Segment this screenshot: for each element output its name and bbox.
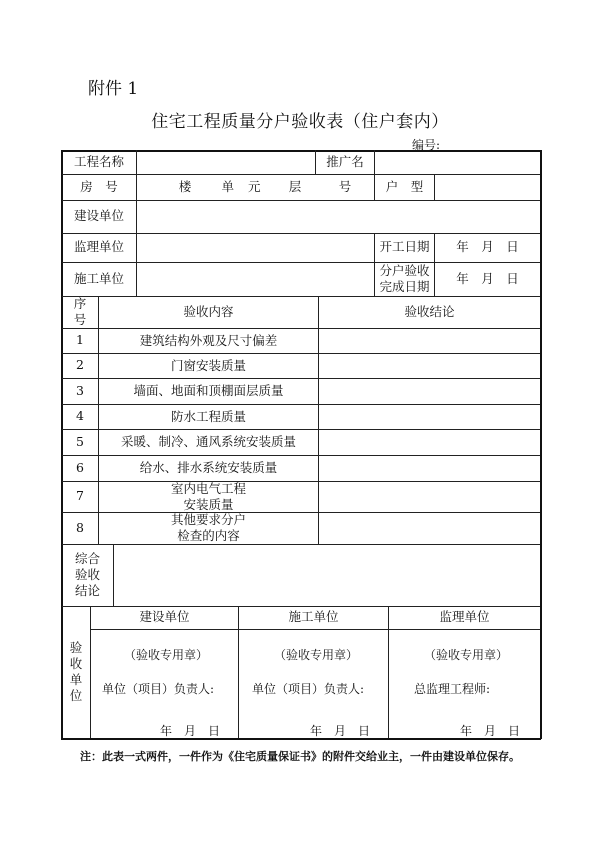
- constructor-seal-label: （验收专用章）: [274, 648, 359, 662]
- household-type-label: 户 型: [385, 178, 424, 194]
- constructor-person-label: 单位（项目）负责人:: [252, 682, 365, 696]
- promo-name-label: 推广名: [326, 153, 364, 169]
- row-conclusion-field[interactable]: [319, 482, 540, 512]
- constructor-date-label: 年 月 日: [310, 724, 371, 738]
- row-conclusion-field[interactable]: [319, 513, 540, 544]
- row-content: 防水工程质量: [170, 408, 246, 424]
- row-conclusion-field[interactable]: [319, 405, 540, 429]
- row-number: 6: [76, 459, 84, 475]
- form-title: 住宅工程质量分户验收表（住户套内）: [151, 112, 449, 132]
- supervisor-seal-label: （验收专用章）: [424, 648, 509, 662]
- row-number: 5: [76, 433, 84, 449]
- row-conclusion-field[interactable]: [319, 430, 540, 455]
- content-header: 验收内容: [183, 303, 234, 319]
- supervisor-person-label: 总监理工程师:: [414, 682, 491, 696]
- row-content: 采暖、制冷、通风系统安装质量: [120, 434, 296, 449]
- row-number: 3: [76, 382, 84, 398]
- row-number: 8: [76, 519, 84, 535]
- room-number-label: 房 号: [80, 178, 118, 194]
- row-content: 建筑结构外观及尺寸偏差: [139, 332, 278, 348]
- constructor-column-header: 施工单位: [288, 609, 339, 625]
- supervisor-date-label: 年 月 日: [460, 724, 521, 738]
- row-number: 2: [76, 357, 84, 373]
- row-number: 7: [76, 488, 84, 504]
- supervisor-label: 监理单位: [73, 239, 124, 255]
- project-name-label: 工程名称: [73, 153, 124, 169]
- row-content: 其他要求分户 检查的内容: [170, 512, 246, 543]
- accept-units-label: 验 收 单 位: [69, 640, 83, 703]
- builder-seal-label: （验收专用章）: [124, 648, 209, 662]
- project-name-field[interactable]: [137, 151, 315, 174]
- builder-field[interactable]: [137, 201, 540, 233]
- row-content: 给水、排水系统安装质量: [139, 460, 278, 475]
- floor-label: 层: [288, 178, 302, 194]
- start-date-label: 开工日期: [379, 239, 430, 255]
- finish-date-label: 分户验收 完成日期: [379, 263, 430, 294]
- seq-header: 序 号: [73, 296, 87, 327]
- unit-label: 单元: [221, 178, 275, 194]
- start-date-field[interactable]: 年 月 日: [456, 239, 519, 255]
- row-conclusion-field[interactable]: [319, 456, 540, 481]
- row-content: 墙面、地面和顶棚面层质量: [133, 383, 284, 398]
- serial-label: 编号:: [412, 138, 441, 152]
- constructor-label: 施工单位: [73, 270, 124, 286]
- builder-person-label: 单位（项目）负责人:: [102, 682, 215, 696]
- overall-conclusion-label: 综合 验收 结论: [74, 551, 100, 598]
- row-conclusion-field[interactable]: [319, 329, 540, 353]
- household-type-field[interactable]: [435, 175, 540, 200]
- overall-conclusion-field[interactable]: [114, 545, 540, 606]
- row-conclusion-field[interactable]: [319, 354, 540, 378]
- conclusion-header: 验收结论: [404, 303, 455, 319]
- supervisor-field[interactable]: [137, 234, 374, 262]
- supervisor-column-header: 监理单位: [439, 609, 490, 625]
- row-content: 门窗安装质量: [170, 357, 246, 373]
- row-number: 4: [76, 408, 84, 424]
- builder-label: 建设单位: [73, 208, 124, 224]
- builder-date-label: 年 月 日: [160, 724, 221, 738]
- row-content: 室内电气工程 安装质量: [170, 480, 246, 512]
- builder-column-header: 建设单位: [139, 609, 190, 625]
- building-label: 楼: [178, 178, 192, 194]
- row-number: 1: [76, 332, 84, 348]
- number-label: 号: [338, 178, 352, 194]
- attachment-label: 附件 1: [88, 79, 139, 99]
- finish-date-field[interactable]: 年 月 日: [456, 270, 519, 286]
- constructor-field[interactable]: [137, 263, 374, 296]
- footnote: 注：此表一式两件，一件作为《住宅质量保证书》的附件交给业主，一件由建设单位保存。: [80, 750, 520, 763]
- promo-name-field[interactable]: [375, 151, 540, 174]
- row-conclusion-field[interactable]: [319, 379, 540, 404]
